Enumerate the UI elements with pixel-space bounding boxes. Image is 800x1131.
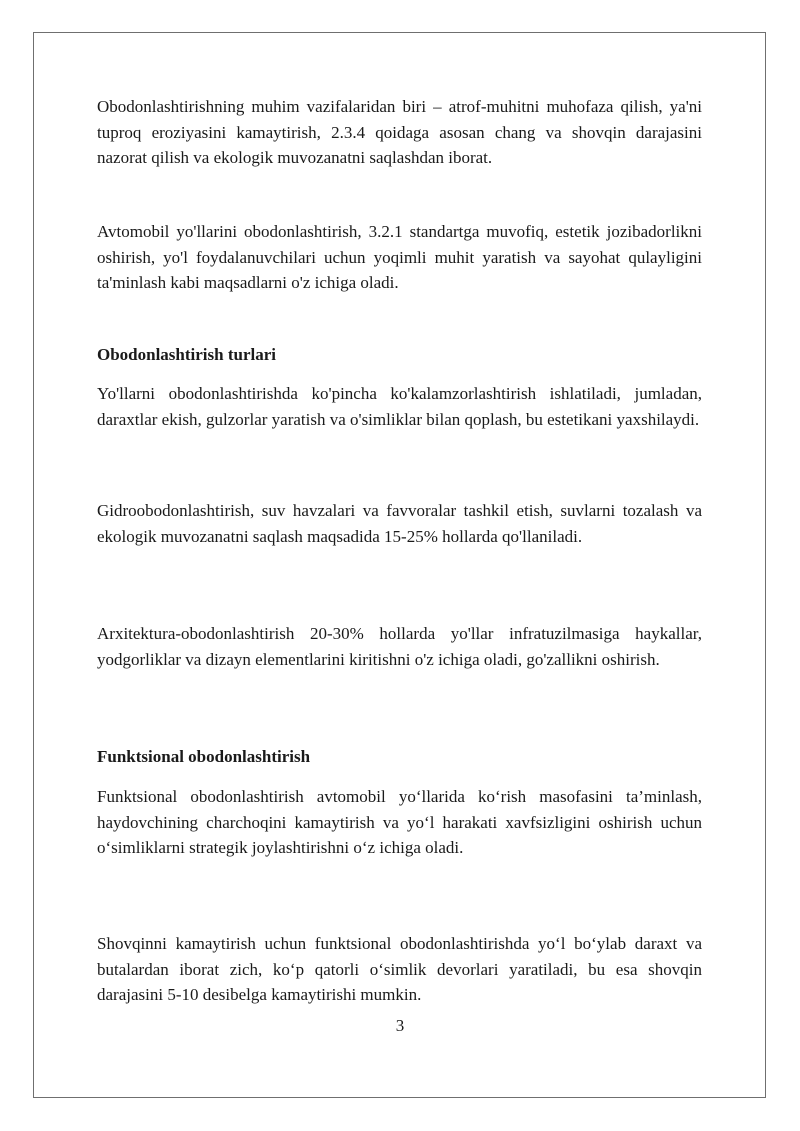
paragraph-noise-reduction: Shovqinni kamaytirish uchun funktsional obodonlashtirishda yo‘l bo‘ylab daraxt va butalardan iborat zich, ko‘p qatorli o‘simlik devorlari yaratiladi, bu esa shovqin darajasini 5-10 desibelga kamaytirishi mumkin. [97,934,702,1004]
page-number: 3 [395,1016,405,1035]
heading-landscaping-types: Obodonlashtirish turlari [97,345,277,364]
paragraph-greening: Yo'llarni obodonlashtirishda ko'pincha ko'kalamzorlashtirish ishlatiladi, jumladan, daraxtlar ekish, gulzorlar yaratish va o'simliklar bilan qoplash, bu estetikani yaxshilaydi. [97,384,702,429]
paragraph-functional-landscaping: Funktsional obodonlashtirish avtomobil yo‘llarida ko‘rish masofasini ta’minlash, haydovchining charchoqini kamaytirish va yo‘l harakati xavfsizligini oshirish uchun o‘simliklarni strategik joylashtirishni o‘z ichiga oladi. [97,787,702,857]
paragraph-architectural-landscaping: Arxitektura-obodonlashtirish 20-30% hollarda yo'llar infratuzilmasiga haykallar, yodgorliklar va dizayn elementlarini kiritishni o'z ichiga oladi, go'zallikni oshirish. [97,624,702,669]
paragraph-hydro-landscaping: Gidroobodonlashtirish, suv havzalari va favvoralar tashkil etish, suvlarni tozalash va ekologik muvozanatni saqlash maqsadida 15-25% hollarda qo'llaniladi. [97,501,702,546]
paragraph-road-landscaping-goals: Avtomobil yo'llarini obodonlashtirish, 3.2.1 standartga muvofiq, estetik jozibadorlikni oshirish, yo'l foydalanuvchilari uchun yoqimli muhit yaratish va sayohat qulayligini ta'minlash kabi maqsadlarni o'z ichiga oladi. [97,222,702,292]
heading-functional-landscaping: Funktsional obodonlashtirish [97,747,311,766]
paragraph-environment-protection: Obodonlashtirishning muhim vazifalaridan biri – atrof-muhitni muhofaza qilish, ya'ni tuproq eroziyasini kamaytirish, 2.3.4 qoidaga asosan chang va shovqin darajasini nazorat qilish va ekologik muvozanatni saqlashdan iborat. [97,97,702,167]
